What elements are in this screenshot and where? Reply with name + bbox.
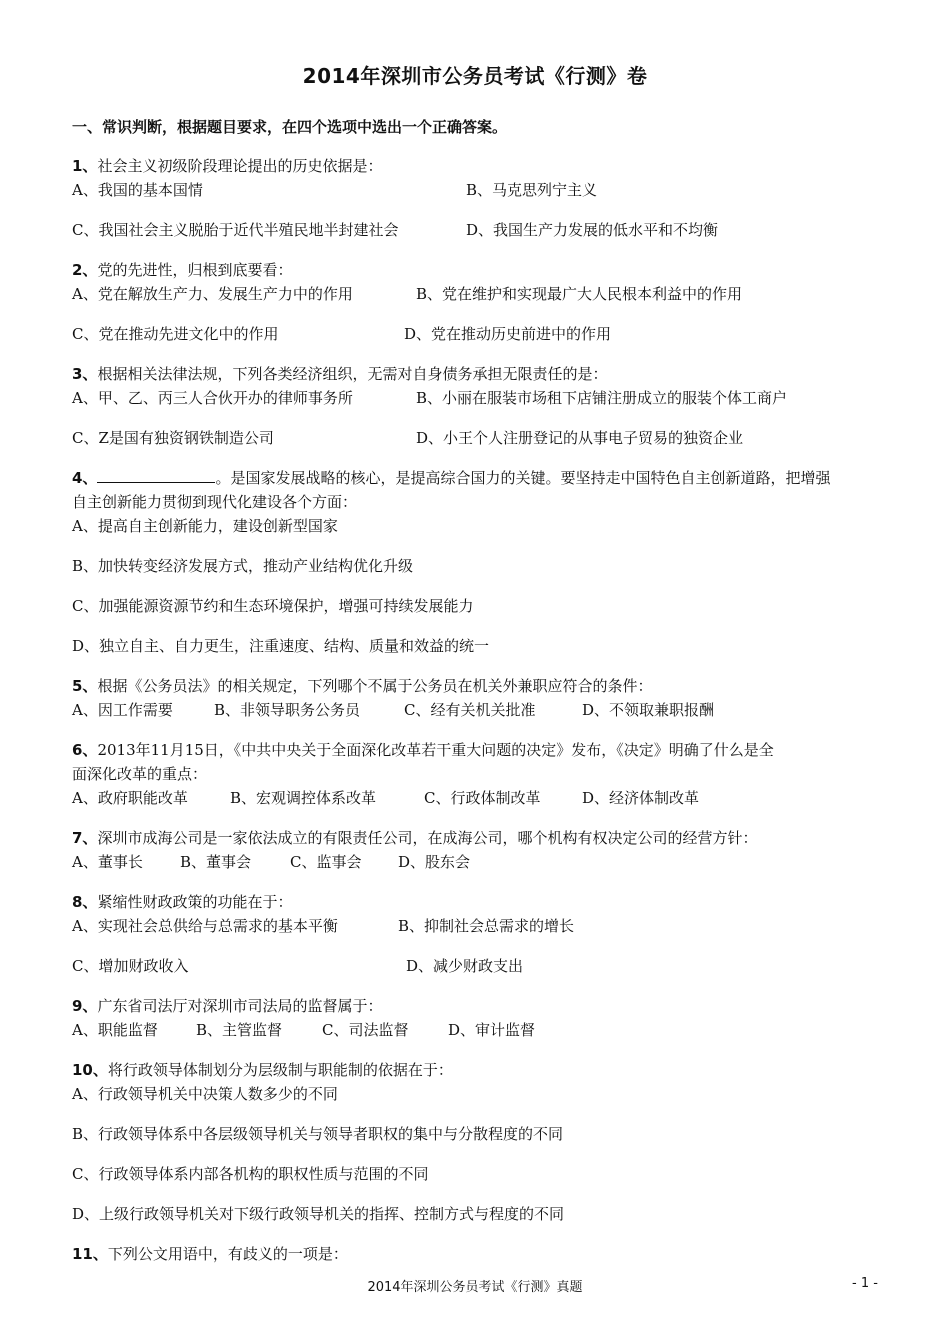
question-3 [72,364,607,384]
question-1 [72,156,382,176]
question-number: 5、 [72,677,98,695]
question-text: 根据《公务员法》的相关规定，下列哪个不属于公务员在机关外兼职应符合的条件： [97,677,653,695]
option-b: B、马克思列宁主义 [466,181,598,199]
option-c: C、监事会 [290,853,362,871]
answer-blank [97,468,215,483]
option-d: D、我国生产力发展的低水平和不均衡 [466,221,719,239]
question-text: 。是国家发展战略的核心，是提高综合国力的关键。要坚持走中国特色自主创新道路，把增强 [215,469,831,487]
option-b: B、董事会 [180,853,252,871]
question-number: 7、 [72,829,98,847]
option-d: D、党在推动历史前进中的作用 [404,325,612,343]
question-number: 3、 [72,365,98,383]
option-a: A、甲、乙、丙三人合伙开办的律师事务所 [72,389,353,407]
option-a: A、董事长 [72,853,143,871]
question-10 [72,1060,453,1080]
question-number: 4、 [72,469,98,487]
question-text-continued: 面深化改革的重点： [72,765,208,783]
question-text: 根据相关法律法规，下列各类经济组织，无需对自身债务承担无限责任的是： [97,365,608,383]
option-d: D、独立自主、自力更生，注重速度、结构、质量和效益的统一 [72,637,490,655]
option-a: A、因工作需要 [72,701,173,719]
option-d: D、小王个人注册登记的从事电子贸易的独资企业 [416,429,744,447]
question-2 [72,260,292,280]
question-6 [72,740,774,760]
question-number: 2、 [72,261,98,279]
option-d: D、经济体制改革 [582,789,700,807]
page-title: 2014年深圳市公务员考试《行测》卷 [302,64,648,88]
question-text: 紧缩性财政政策的功能在于： [97,893,293,911]
question-text: 深圳市成海公司是一家依法成立的有限责任公司，在成海公司，哪个机构有权决定公司的经营方针： [97,829,758,847]
option-a: A、提高自主创新能力，建设创新型国家 [72,517,338,535]
option-b: B、党在维护和实现最广大人民根本利益中的作用 [416,285,743,303]
option-d: D、上级行政领导机关对下级行政领导机关的指挥、控制方式与程度的不同 [72,1205,565,1223]
option-c: C、行政体制改革 [424,789,541,807]
option-a: A、行政领导机关中决策人数多少的不同 [72,1085,338,1103]
option-c: C、司法监督 [322,1021,409,1039]
option-b: B、小丽在服装市场租下店铺注册成立的服装个体工商户 [416,389,788,407]
question-text-continued: 自主创新能力贯彻到现代化建设各个方面： [72,493,358,511]
question-number: 1、 [72,157,98,175]
question-9 [72,996,382,1016]
option-d: D、不领取兼职报酬 [582,701,715,719]
question-5 [72,676,652,696]
option-b: B、非领导职务公务员 [214,701,361,719]
section-heading: 一、常识判断，根据题目要求，在四个选项中选出一个正确答案。 [72,118,508,136]
option-a: A、政府职能改革 [72,789,188,807]
question-text: 下列公文用语中，有歧义的一项是： [107,1245,348,1263]
question-text: 广东省司法厅对深圳市司法局的监督属于： [97,997,383,1015]
option-b: B、行政领导体系中各层级领导机关与领导者职权的集中与分散程度的不同 [72,1125,564,1143]
question-number: 6、 [72,741,98,759]
option-a: A、我国的基本国情 [72,181,203,199]
option-b: B、加快转变经济发展方式，推动产业结构优化升级 [72,557,414,575]
question-number: 8、 [72,893,98,911]
question-text: 党的先进性，归根到底要看： [97,261,293,279]
option-a: A、党在解放生产力、发展生产力中的作用 [72,285,353,303]
page-footer: 2014年深圳公务员考试《行测》真题 [367,1280,583,1295]
question-4 [72,468,830,488]
option-a: A、实现社会总供给与总需求的基本平衡 [72,917,338,935]
option-c: C、经有关机关批准 [404,701,536,719]
option-d: D、股东会 [398,853,471,871]
option-c: C、行政领导体系内部各机构的职权性质与范围的不同 [72,1165,429,1183]
question-11 [72,1244,348,1264]
page-number: - 1 - [852,1276,878,1291]
option-d: D、审计监督 [448,1021,536,1039]
question-text: 将行政领导体制划分为层级制与职能制的依据在于： [107,1061,453,1079]
option-b: B、抑制社会总需求的增长 [398,917,575,935]
option-c: C、Z是国有独资钢铁制造公司 [72,429,274,447]
question-number: 10、 [72,1061,108,1079]
option-d: D、减少财政支出 [406,957,524,975]
question-text: 2013年11月15日，《中共中央关于全面深化改革若干重大问题的决定》发布，《决定》明确了什么是全 [97,741,774,759]
question-7 [72,828,757,848]
option-b: B、主管监督 [196,1021,283,1039]
question-text: 社会主义初级阶段理论提出的历史依据是： [97,157,383,175]
option-b: B、宏观调控体系改革 [230,789,377,807]
option-a: A、职能监督 [72,1021,158,1039]
question-number: 11、 [72,1245,108,1263]
option-c: C、党在推动先进文化中的作用 [72,325,279,343]
question-number: 9、 [72,997,98,1015]
option-c: C、我国社会主义脱胎于近代半殖民地半封建社会 [72,221,399,239]
option-c: C、加强能源资源节约和生态环境保护，增强可持续发展能力 [72,597,474,615]
question-8 [72,892,292,912]
option-c: C、增加财政收入 [72,957,189,975]
